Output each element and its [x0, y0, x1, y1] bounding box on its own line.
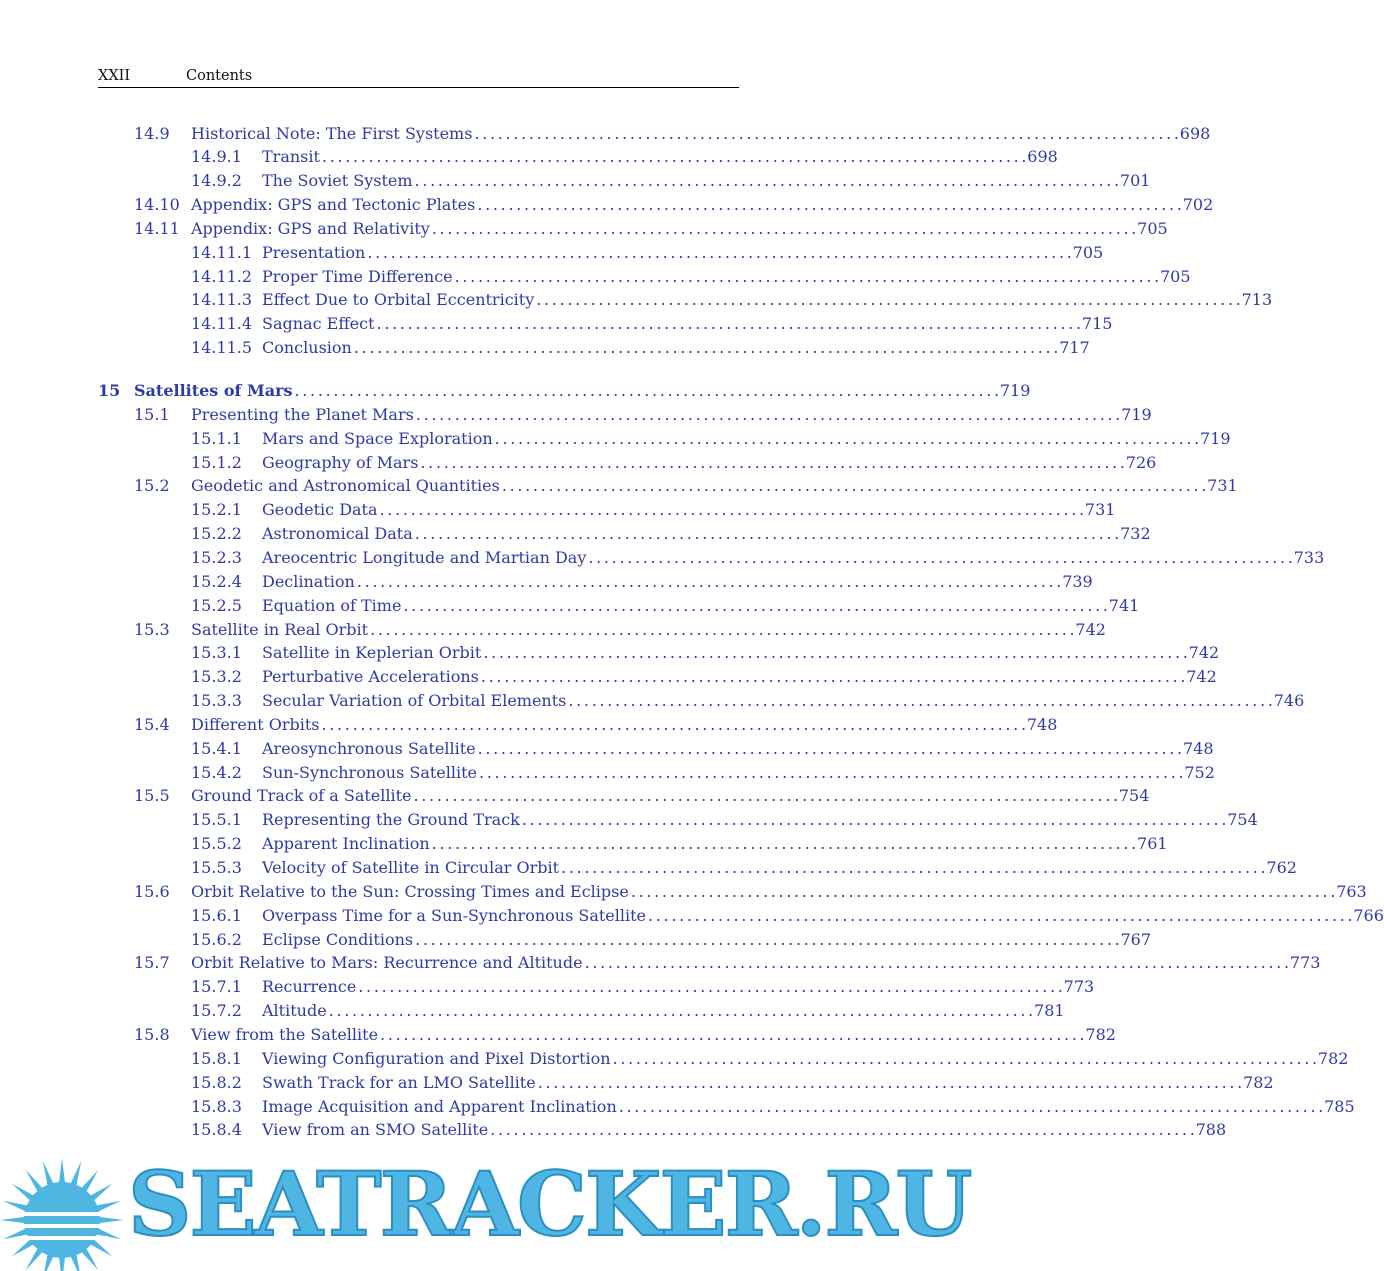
section-entry[interactable]: [98, 784, 1150, 808]
dot-leader: [648, 906, 1351, 925]
entry-page-number[interactable]: 742: [1188, 643, 1220, 663]
entry-page-number[interactable]: 754: [1227, 810, 1258, 830]
entry-number: 15.7: [134, 953, 170, 973]
sun-ray: [3, 1201, 29, 1212]
entry-title[interactable]: Geodetic and Astronomical Quantities: [191, 476, 500, 496]
section-entry[interactable]: [98, 474, 1238, 498]
entry-title[interactable]: Conclusion: [262, 338, 352, 358]
subsection-entry[interactable]: [98, 903, 1384, 927]
entry-page-number[interactable]: 705: [1137, 218, 1168, 238]
watermark-text: SEATRACKER.RU: [128, 1152, 971, 1256]
dot-leader: [613, 1049, 1316, 1068]
entry-page-number[interactable]: 702: [1182, 195, 1214, 215]
entry-number: 15.8.2: [191, 1072, 242, 1092]
dot-leader: [377, 314, 1080, 333]
dot-leader: [522, 810, 1225, 829]
entry-page-number[interactable]: 742: [1186, 667, 1217, 687]
entry-page-number[interactable]: 731: [1207, 476, 1238, 496]
entry-title[interactable]: Effect Due to Orbital Eccentricity: [262, 290, 535, 310]
dot-leader: [483, 643, 1186, 662]
entry-number: 15.3.2: [191, 667, 242, 687]
dot-leader: [322, 147, 1025, 166]
sun-ray: [59, 1158, 65, 1184]
entry-title[interactable]: Image Acquisition and Apparent Inclination: [262, 1096, 617, 1116]
section-entry[interactable]: [98, 879, 1367, 903]
dot-leader: [490, 1120, 1193, 1139]
sun-ray: [98, 1217, 124, 1223]
subsection-entry[interactable]: [98, 145, 1058, 169]
chapter-entry[interactable]: [98, 379, 1031, 403]
entry-title[interactable]: Transit: [262, 147, 320, 167]
dot-leader: [561, 858, 1264, 877]
entry-page-number[interactable]: 705: [1160, 266, 1191, 286]
entry-number: 15.7.1: [191, 977, 242, 997]
subsection-entry[interactable]: [98, 1094, 1355, 1118]
dot-leader: [416, 405, 1119, 424]
entry-title[interactable]: The Soviet System: [262, 171, 413, 191]
entry-number: 14.11.4: [191, 314, 253, 334]
entry-number: 15.1.2: [191, 452, 242, 472]
entry-number: 15.7.2: [191, 1001, 242, 1021]
entry-number: 14.11.1: [191, 242, 253, 262]
entry-page-number[interactable]: 717: [1059, 338, 1090, 358]
entry-page-number[interactable]: 785: [1324, 1096, 1355, 1116]
entry-number: 14.9: [134, 123, 170, 143]
entry-title[interactable]: Different Orbits: [191, 714, 320, 734]
dot-leader: [432, 834, 1135, 853]
entry-page-number[interactable]: 719: [999, 381, 1031, 400]
subsection-entry[interactable]: [98, 665, 1217, 689]
entry-page-number[interactable]: 763: [1336, 881, 1367, 901]
sun-ray: [95, 1201, 121, 1212]
entry-page-number[interactable]: 767: [1120, 929, 1152, 949]
section-entry[interactable]: [98, 1022, 1116, 1046]
entry-page-number[interactable]: 748: [1026, 714, 1058, 734]
subsection-entry[interactable]: [98, 545, 1325, 569]
running-header: [98, 67, 739, 88]
running-title: Contents: [186, 68, 253, 84]
dot-leader: [455, 267, 1158, 286]
dot-leader: [329, 1001, 1032, 1020]
entry-number: 15.1: [134, 404, 170, 424]
dot-leader: [358, 977, 1061, 996]
entry-number: 15.5.1: [191, 810, 242, 830]
sun-ray: [59, 1256, 65, 1271]
entry-title[interactable]: Sagnac Effect: [262, 314, 375, 334]
entry-number: 15.3: [134, 619, 170, 639]
section-entry[interactable]: [98, 617, 1106, 641]
subsection-entry[interactable]: [98, 593, 1140, 617]
section-entry[interactable]: [98, 951, 1321, 975]
sun-ray: [0, 1217, 26, 1223]
sun-ray: [43, 1161, 54, 1187]
entry-title[interactable]: Proper Time Difference: [262, 266, 453, 286]
dot-leader: [415, 524, 1118, 543]
entry-title[interactable]: Satellite in Real Orbit: [191, 619, 369, 639]
entry-page-number[interactable]: 698: [1027, 147, 1058, 167]
sun-icon: [0, 1148, 130, 1271]
entry-number: 15.6: [134, 881, 170, 901]
dot-leader: [354, 338, 1057, 357]
subsection-entry[interactable]: [98, 264, 1191, 288]
entry-number: 14.11: [134, 218, 180, 238]
subsection-entry[interactable]: [98, 450, 1157, 474]
dot-leader: [495, 429, 1198, 448]
section-entry[interactable]: [98, 402, 1152, 426]
entry-number: 15.4: [134, 714, 170, 734]
dot-leader: [380, 500, 1083, 519]
entry-title[interactable]: Overpass Time for a Sun-Synchronous Satellite: [262, 905, 647, 925]
subsection-entry[interactable]: [98, 641, 1220, 665]
entry-number: 15.6.2: [191, 929, 242, 949]
entry-number: 15.5: [134, 786, 170, 806]
entry-number: 15.1.1: [191, 428, 242, 448]
subsection-entry[interactable]: [98, 689, 1305, 713]
subsection-entry[interactable]: [98, 240, 1104, 264]
entry-title[interactable]: Geodetic Data: [262, 500, 378, 520]
entry-page-number[interactable]: 762: [1266, 858, 1297, 877]
entry-number: 15.2: [134, 476, 170, 496]
dot-leader: [370, 620, 1073, 639]
subsection-entry[interactable]: [98, 760, 1215, 784]
dot-leader: [367, 243, 1070, 262]
entry-page-number[interactable]: 732: [1120, 524, 1151, 544]
entry-page-number[interactable]: 701: [1119, 171, 1151, 191]
entry-page-number[interactable]: 773: [1063, 977, 1095, 997]
entry-number: 15.8.1: [191, 1048, 242, 1068]
dot-leader: [478, 739, 1181, 758]
entry-title[interactable]: View from an SMO Satellite: [262, 1120, 489, 1140]
entry-number: 15.2.3: [191, 547, 242, 567]
entry-title[interactable]: Sun-Synchronous Satellite: [262, 762, 478, 782]
entry-page-number[interactable]: 782: [1085, 1024, 1116, 1044]
dot-leader: [502, 476, 1205, 495]
entry-number: 15.4.1: [191, 738, 242, 758]
entry-number: 15.3.1: [191, 643, 242, 663]
subsection-entry[interactable]: [98, 736, 1214, 760]
dot-leader: [415, 171, 1118, 190]
entry-number: 15.8: [134, 1024, 170, 1044]
sun-ray: [70, 1161, 81, 1187]
entry-number: 15.5.3: [191, 858, 242, 877]
entry-title[interactable]: Appendix: GPS and Tectonic Plates: [191, 195, 476, 215]
subsection-entry[interactable]: [98, 336, 1090, 360]
subsection-entry[interactable]: [98, 808, 1258, 832]
subsection-entry[interactable]: [98, 1046, 1349, 1070]
entry-page-number[interactable]: 782: [1243, 1072, 1274, 1092]
subsection-entry[interactable]: [98, 832, 1168, 856]
dot-leader: [432, 219, 1135, 238]
entry-page-number[interactable]: 773: [1289, 953, 1321, 973]
dot-leader: [568, 691, 1271, 710]
dot-leader: [414, 786, 1117, 805]
entry-number: 14.10: [134, 195, 180, 215]
entry-title[interactable]: Presentation: [262, 242, 366, 262]
entry-title[interactable]: Velocity of Satellite in Circular Orbit: [262, 858, 560, 877]
section-entry[interactable]: [98, 193, 1214, 217]
subsection-entry[interactable]: [98, 1070, 1274, 1094]
entry-page-number[interactable]: 754: [1118, 786, 1150, 806]
entry-number: 15.5.2: [191, 834, 242, 854]
dot-leader: [295, 381, 998, 400]
dot-leader: [321, 715, 1024, 734]
entry-page-number[interactable]: 713: [1241, 290, 1273, 310]
entry-title[interactable]: Areosynchronous Satellite: [262, 738, 476, 758]
dot-leader: [631, 882, 1334, 901]
entry-title[interactable]: Ground Track of a Satellite: [191, 786, 412, 806]
entry-page-number[interactable]: 726: [1125, 452, 1157, 472]
entry-title[interactable]: Orbit Relative to the Sun: Crossing Times and Eclipse: [191, 881, 629, 901]
dot-leader: [477, 195, 1180, 214]
entry-title[interactable]: Representing the Ground Track: [262, 810, 520, 830]
subsection-entry[interactable]: [98, 856, 1297, 880]
entry-title[interactable]: Historical Note: The First Systems: [191, 123, 473, 143]
entry-page-number[interactable]: 715: [1081, 314, 1113, 334]
entry-title[interactable]: Appendix: GPS and Relativity: [191, 218, 430, 238]
subsection-entry[interactable]: [98, 522, 1151, 546]
entry-page-number[interactable]: 719: [1200, 428, 1231, 448]
entry-number: 15.8.4: [191, 1120, 242, 1140]
entry-page-number[interactable]: 781: [1034, 1001, 1065, 1021]
entry-title[interactable]: Astronomical Data: [262, 524, 413, 544]
entry-page-number[interactable]: 788: [1195, 1120, 1227, 1140]
dot-leader: [403, 596, 1106, 615]
dot-leader: [481, 667, 1184, 686]
entry-title[interactable]: Orbit Relative to Mars: Recurrence and Altitude: [191, 953, 583, 973]
entry-title[interactable]: View from the Satellite: [191, 1024, 379, 1044]
dot-leader: [619, 1097, 1322, 1116]
entry-number: 14.11.3: [191, 290, 253, 310]
entry-page-number[interactable]: 739: [1062, 571, 1093, 591]
subsection-entry[interactable]: [98, 569, 1093, 593]
entry-title[interactable]: Geography of Mars: [262, 452, 419, 472]
entry-page-number[interactable]: 731: [1084, 500, 1116, 520]
page-number: XXII: [98, 68, 131, 84]
entry-page-number[interactable]: 733: [1293, 547, 1325, 567]
entry-page-number[interactable]: 698: [1179, 123, 1211, 143]
section-entry[interactable]: [98, 216, 1168, 240]
dot-leader: [415, 930, 1118, 949]
dot-leader: [479, 763, 1182, 782]
entry-number: 15.2.1: [191, 500, 242, 520]
subsection-entry[interactable]: [98, 169, 1151, 193]
entry-number: 14.11.2: [191, 266, 253, 286]
subsection-entry[interactable]: [98, 927, 1152, 951]
entry-title[interactable]: Swath Track for an LMO Satellite: [262, 1072, 536, 1092]
subsection-entry[interactable]: [98, 975, 1095, 999]
entry-page-number[interactable]: 752: [1184, 762, 1215, 782]
entry-page-number[interactable]: 761: [1137, 834, 1168, 854]
entry-number: 15.2.4: [191, 571, 242, 591]
subsection-entry[interactable]: [98, 999, 1065, 1023]
entry-title[interactable]: Secular Variation of Orbital Elements: [262, 691, 567, 711]
subsection-entry[interactable]: [98, 288, 1273, 312]
entry-number: 15: [98, 381, 121, 400]
entry-page-number[interactable]: 705: [1072, 242, 1104, 262]
entry-page-number[interactable]: 741: [1108, 595, 1140, 615]
entry-page-number[interactable]: 746: [1273, 691, 1305, 711]
subsection-entry[interactable]: [98, 312, 1113, 336]
entry-title[interactable]: Satellite in Keplerian Orbit: [262, 643, 482, 663]
entry-page-number[interactable]: 782: [1317, 1048, 1349, 1068]
entry-title[interactable]: Apparent Inclination: [262, 834, 430, 854]
section-entry[interactable]: [98, 712, 1058, 736]
entry-number: 15.8.3: [191, 1096, 242, 1116]
entry-title[interactable]: Eclipse Conditions: [262, 929, 414, 949]
entry-title[interactable]: Altitude: [262, 1001, 327, 1021]
entry-title[interactable]: Equation of Time: [262, 595, 402, 615]
entry-number: 15.3.3: [191, 691, 242, 711]
entry-page-number[interactable]: 748: [1182, 738, 1214, 758]
dot-leader: [420, 453, 1123, 472]
entry-title[interactable]: Areocentric Longitude and Martian Day: [262, 547, 587, 567]
dot-leader: [380, 1025, 1083, 1044]
dot-leader: [585, 953, 1288, 972]
entry-title[interactable]: Mars and Space Exploration: [262, 428, 493, 448]
entry-title[interactable]: Recurrence: [262, 977, 357, 997]
entry-title[interactable]: Satellites of Mars: [134, 381, 293, 400]
subsection-entry[interactable]: [98, 1118, 1227, 1142]
subsection-entry[interactable]: [98, 426, 1231, 450]
entry-number: 14.11.5: [191, 338, 253, 358]
entry-page-number[interactable]: 719: [1121, 404, 1152, 424]
entry-title[interactable]: Presenting the Planet Mars: [191, 404, 414, 424]
dot-leader: [536, 290, 1239, 309]
entry-title[interactable]: Declination: [262, 571, 355, 591]
entry-number: 14.9.1: [191, 147, 242, 167]
entry-title[interactable]: Perturbative Accelerations: [262, 667, 479, 687]
subsection-entry[interactable]: [98, 498, 1116, 522]
entry-number: 15.2.5: [191, 595, 242, 615]
dot-leader: [538, 1073, 1241, 1092]
entry-number: 14.9.2: [191, 171, 242, 191]
entry-title[interactable]: Viewing Configuration and Pixel Distortion: [262, 1048, 611, 1068]
dot-leader: [474, 124, 1177, 143]
section-entry[interactable]: [98, 121, 1211, 145]
dot-leader: [357, 572, 1060, 591]
entry-page-number[interactable]: 766: [1353, 905, 1384, 925]
entry-page-number[interactable]: 742: [1075, 619, 1106, 639]
entry-number: 15.6.1: [191, 905, 242, 925]
entry-number: 15.4.2: [191, 762, 242, 782]
dot-leader: [588, 548, 1291, 567]
entry-number: 15.2.2: [191, 524, 242, 544]
